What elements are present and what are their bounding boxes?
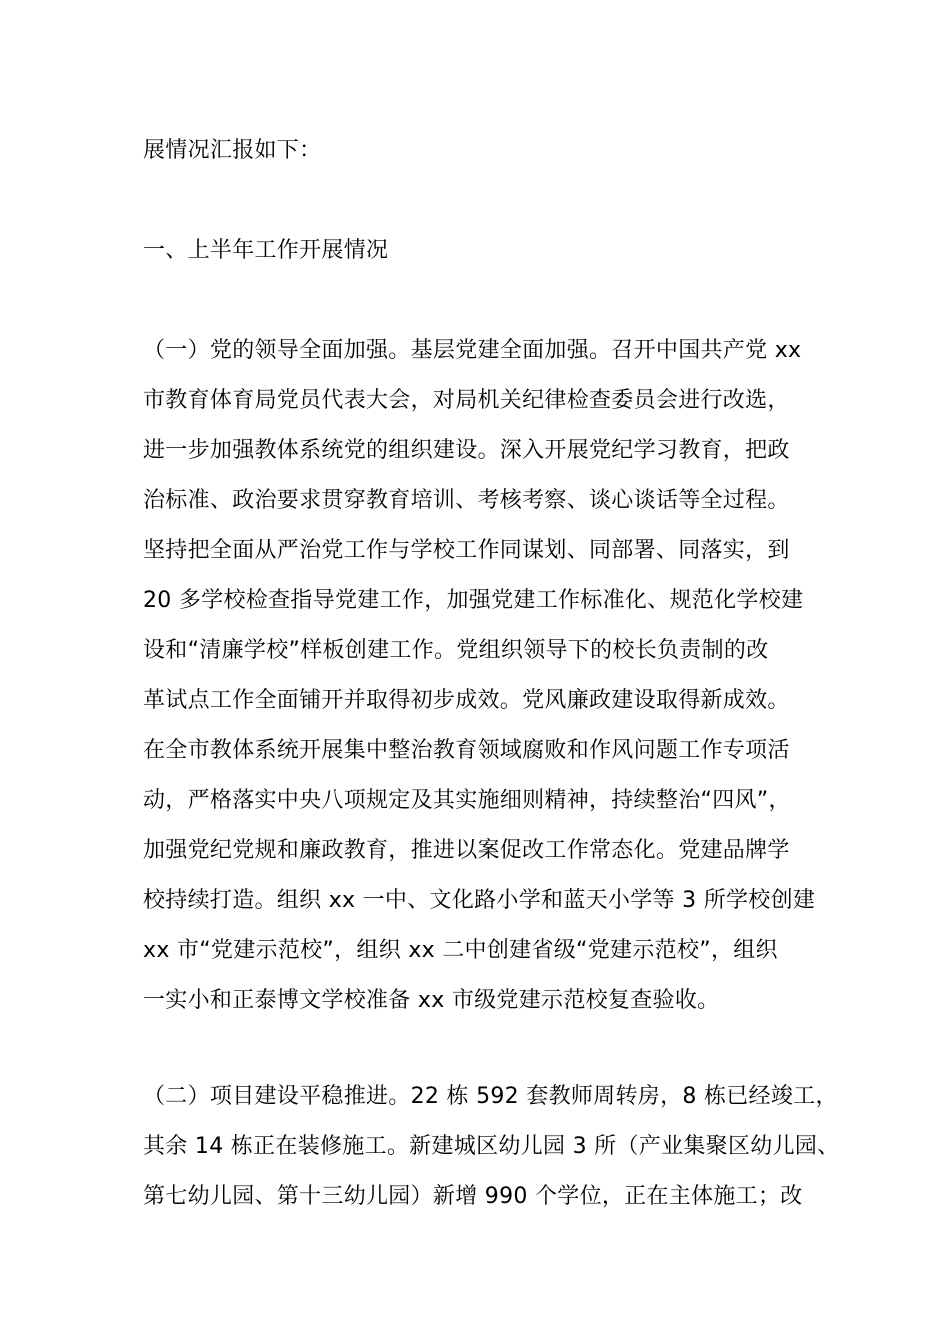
paragraph-line: xx 市“党建示范校”，组织 xx 二中创建省级“党建示范校”，组织: [143, 938, 778, 963]
paragraph-line: 动，严格落实中央八项规定及其实施细则精神，持续整治“四风”，: [143, 788, 791, 813]
intro-paragraph: [143, 126, 833, 176]
paragraph-line: 革试点工作全面铺开并取得初步成效。党风廉政建设取得新成效。: [143, 688, 790, 713]
paragraph-line: 进一步加强教体系统党的组织建设。深入开展党纪学习教育，把政: [143, 438, 790, 463]
paragraph-line: （二）项目建设平稳推进。22 栋 592 套教师周转房，8 栋已经竣工，: [143, 1084, 838, 1109]
paragraph-line: 市教育体育局党员代表大会，对局机关纪律检查委员会进行改选，: [143, 388, 790, 413]
paragraph-line: 其余 14 栋正在装修施工。新建城区幼儿园 3 所（产业集聚区幼儿园、: [143, 1134, 840, 1159]
paragraph-line: 治标准、政治要求贯穿教育培训、考核考察、谈心谈话等全过程。: [143, 488, 790, 513]
paragraph-line: 一实小和正泰博文学校准备 xx 市级党建示范校复查验收。: [143, 988, 720, 1013]
paragraph-line: 第七幼儿园、第十三幼儿园）新增 990 个学位，正在主体施工；改: [143, 1184, 803, 1209]
paragraph-line: 坚持把全面从严治党工作与学校工作同谋划、同部署、同落实，到: [143, 538, 790, 563]
paragraph-line: 加强党纪党规和廉政教育，推进以案促改工作常态化。党建品牌学: [143, 838, 790, 863]
paragraph-line: 在全市教体系统开展集中整治教育领域腐败和作风问题工作专项活: [143, 738, 790, 763]
paragraph-line: 设和“清廉学校”样板创建工作。党组织领导下的校长负责制的改: [143, 638, 769, 663]
section-heading: [143, 226, 833, 276]
heading-line: 一、上半年工作开展情况: [143, 238, 389, 263]
section1-paragraph: [143, 326, 833, 1026]
section2-paragraph: [143, 1072, 840, 1222]
intro-line: 展情况汇报如下：: [143, 138, 322, 163]
paragraph-line: （一）党的领导全面加强。基层党建全面加强。召开中国共产党 xx: [143, 338, 802, 363]
paragraph-line: 校持续打造。组织 xx 一中、文化路小学和蓝天小学等 3 所学校创建: [143, 888, 816, 913]
paragraph-line: 20 多学校检查指导党建工作，加强党建工作标准化、规范化学校建: [143, 588, 804, 613]
